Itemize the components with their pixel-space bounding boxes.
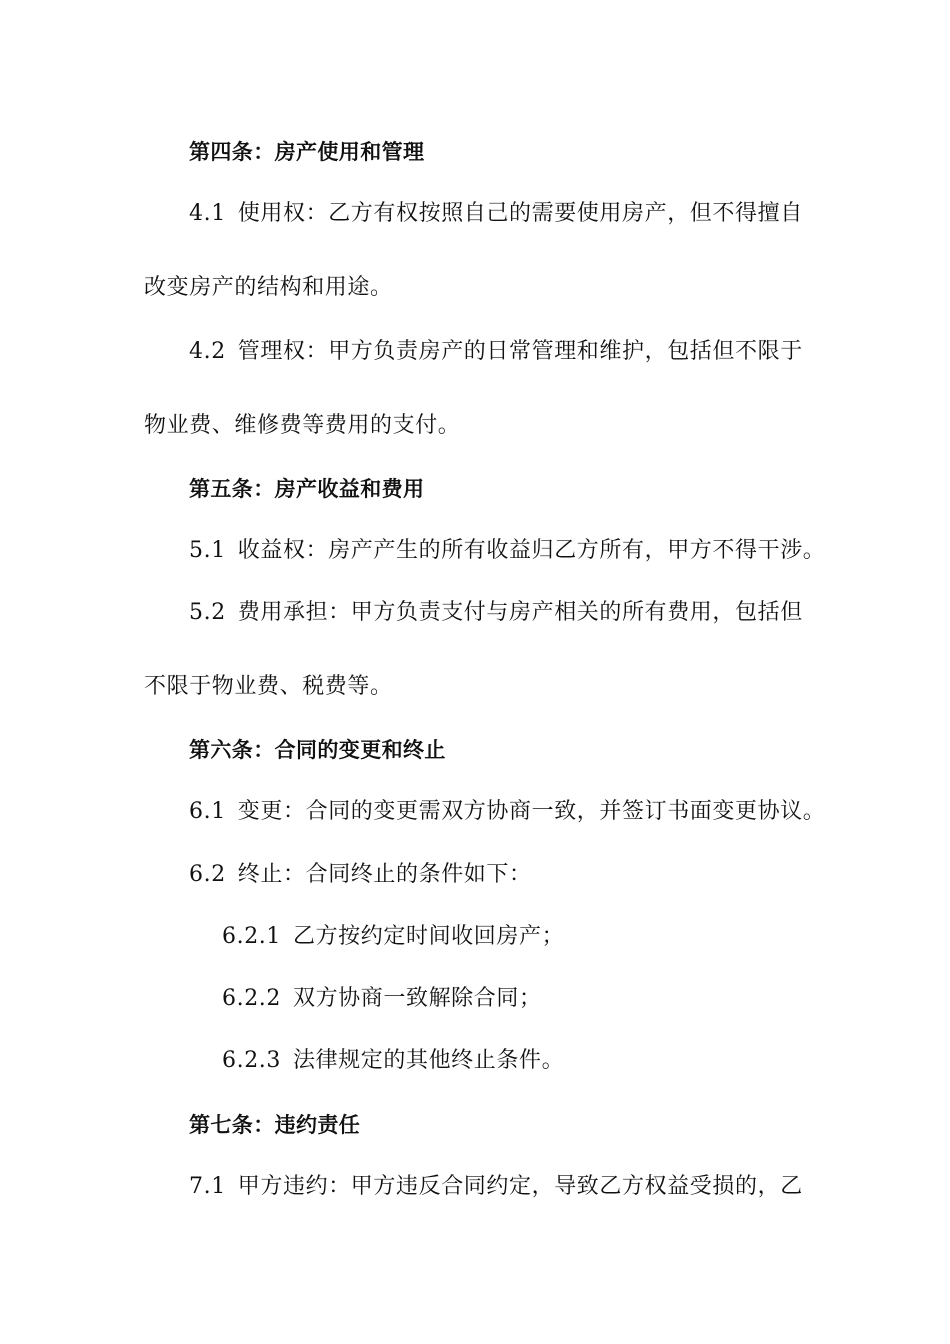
clause-number: 7.1 <box>189 1174 226 1199</box>
clause-number: 6.1 <box>189 799 226 824</box>
clause-5-1 <box>189 536 825 566</box>
clause-number: 5.2 <box>189 600 226 625</box>
article-7-heading: 第七条：违约责任 <box>189 1113 361 1137</box>
clause-4-2-continuation: 物业费、维修费等费用的支付。 <box>144 413 461 438</box>
clause-text: 法律规定的其他终止条件。 <box>292 1048 565 1073</box>
clause-text: 使用权：乙方有权按照自己的需要使用房产，但不得擅自 <box>237 201 803 226</box>
clause-5-2 <box>189 598 803 628</box>
clause-text: 乙方按约定时间收回房产； <box>292 924 565 949</box>
clause-text: 变更：合同的变更需双方协商一致，并签订书面变更协议。 <box>237 799 826 824</box>
clause-6-2-2 <box>222 984 542 1014</box>
clause-6-2-3 <box>222 1046 564 1076</box>
clause-number: 6.2.3 <box>222 1048 281 1073</box>
clause-text: 甲方违约：甲方违反合同约定，导致乙方权益受损的，乙 <box>237 1174 803 1199</box>
clause-6-2 <box>189 860 532 890</box>
clause-4-1-continuation: 改变房产的结构和用途。 <box>144 275 393 300</box>
clause-6-2-1 <box>222 922 564 952</box>
clause-number: 6.2.1 <box>222 924 281 949</box>
clause-number: 4.2 <box>189 339 226 364</box>
clause-text: 收益权：房产产生的所有收益归乙方所有，甲方不得干涉。 <box>237 538 826 563</box>
clause-number: 6.2.2 <box>222 986 281 1011</box>
clause-number: 4.1 <box>189 201 226 226</box>
clause-7-1 <box>189 1172 803 1202</box>
article-6-heading: 第六条：合同的变更和终止 <box>189 738 446 762</box>
clause-6-1 <box>189 797 825 827</box>
article-5-heading: 第五条：房产收益和费用 <box>189 477 425 501</box>
clause-number: 6.2 <box>189 862 226 887</box>
article-4-heading: 第四条：房产使用和管理 <box>189 140 425 164</box>
clause-text: 终止：合同终止的条件如下： <box>237 862 532 887</box>
clause-number: 5.1 <box>189 538 226 563</box>
clause-text: 费用承担：甲方负责支付与房产相关的所有费用，包括但 <box>237 600 803 625</box>
clause-text: 管理权：甲方负责房产的日常管理和维护，包括但不限于 <box>237 339 803 364</box>
clause-4-2 <box>189 337 803 367</box>
clause-5-2-continuation: 不限于物业费、税费等。 <box>144 674 393 699</box>
clause-text: 双方协商一致解除合同； <box>292 986 542 1011</box>
clause-4-1 <box>189 199 803 229</box>
